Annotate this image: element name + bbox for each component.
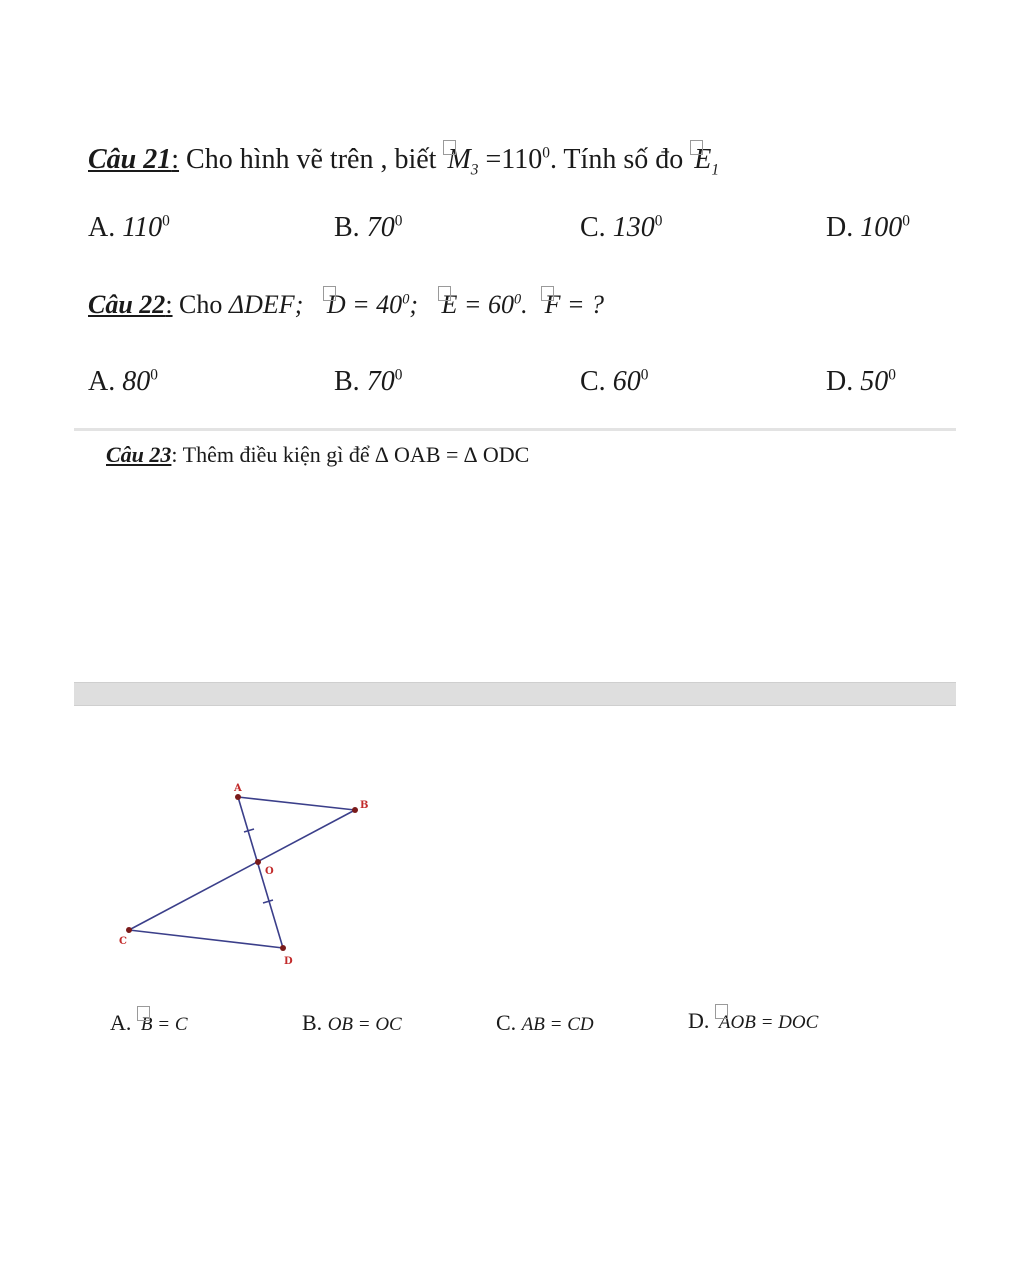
q23-option-a[interactable]: A. B = C <box>110 1010 188 1036</box>
angle-e: $E = 60^0$ <box>441 290 522 319</box>
page-divider <box>74 428 956 431</box>
page-break-band <box>74 682 956 706</box>
q23-option-d[interactable]: D. AOB = DOC <box>688 1008 818 1034</box>
point-c <box>126 927 132 933</box>
label-o: O <box>265 866 274 877</box>
question-22-label: Câu 22 <box>88 290 166 319</box>
figure-points <box>126 794 358 951</box>
q21-option-b[interactable]: B. $70^0$ <box>334 212 403 243</box>
question-21-text: Cho hình vẽ trên , biết <box>179 144 444 175</box>
angle-f: F = ? <box>544 290 605 319</box>
segment-ad <box>238 797 283 948</box>
missing-glyph-icon <box>541 286 554 301</box>
q23-option-b[interactable]: B. OB = OC <box>302 1010 402 1035</box>
question-22: Câu 22: Cho ΔDEF; $D = 40^0$; $E = 60^0$. F = ? <box>88 290 604 320</box>
missing-glyph-icon <box>323 286 336 301</box>
segment-bc <box>129 810 355 930</box>
question-23 <box>106 442 529 468</box>
angle-d: $D = 40^0$ <box>326 290 410 319</box>
missing-glyph-icon <box>443 140 456 155</box>
geometry-figure <box>100 770 400 980</box>
segment-ab <box>238 797 355 810</box>
question-21-label: Câu 21 <box>88 144 172 175</box>
q21-option-a[interactable]: A. $110^0$ <box>88 212 170 243</box>
triangle-def: ΔDEF; <box>228 290 304 319</box>
question-23-label: Câu 23 <box>106 442 172 467</box>
question-23-text: : Thêm điều kiện gì để ∆ OAB = ∆ ODC <box>171 442 530 467</box>
missing-glyph-icon <box>137 1006 150 1021</box>
question-22-text: Cho <box>172 290 229 319</box>
angle-e1-var: $E_1$ <box>694 144 720 179</box>
missing-glyph-icon <box>438 286 451 301</box>
question-21: Câu 21: Cho hình vẽ trên , biết $M_3 =110^0$. Tính số đo $E_1$ <box>88 144 719 180</box>
q21-option-d[interactable]: D. $100^0$ <box>826 212 910 243</box>
angle-m3-var: $M_3$ <box>447 144 479 179</box>
label-a: A <box>234 783 242 794</box>
q22-option-a[interactable]: A. $80^0$ <box>88 366 158 397</box>
angle-m3-value: $=110^0$ <box>478 144 550 175</box>
label-b: B <box>360 800 369 811</box>
point-o <box>255 859 261 865</box>
segment-cd <box>129 930 283 948</box>
missing-glyph-icon <box>690 140 703 155</box>
figure-lines <box>129 797 355 948</box>
missing-glyph-icon <box>715 1004 728 1019</box>
q22-option-c[interactable]: C. $60^0$ <box>580 366 649 397</box>
q21-option-c[interactable]: C. $130^0$ <box>580 212 663 243</box>
q22-option-d[interactable]: D. $50^0$ <box>826 366 896 397</box>
q23-option-c[interactable]: C. AB = CD <box>496 1010 594 1035</box>
point-b <box>352 807 358 813</box>
label-c: C <box>119 936 127 947</box>
q22-option-b[interactable]: B. $70^0$ <box>334 366 403 397</box>
label-d: D <box>284 956 293 967</box>
point-d <box>280 945 286 951</box>
point-a <box>235 794 241 800</box>
question-21-text-2: . Tính số đo <box>549 144 691 175</box>
